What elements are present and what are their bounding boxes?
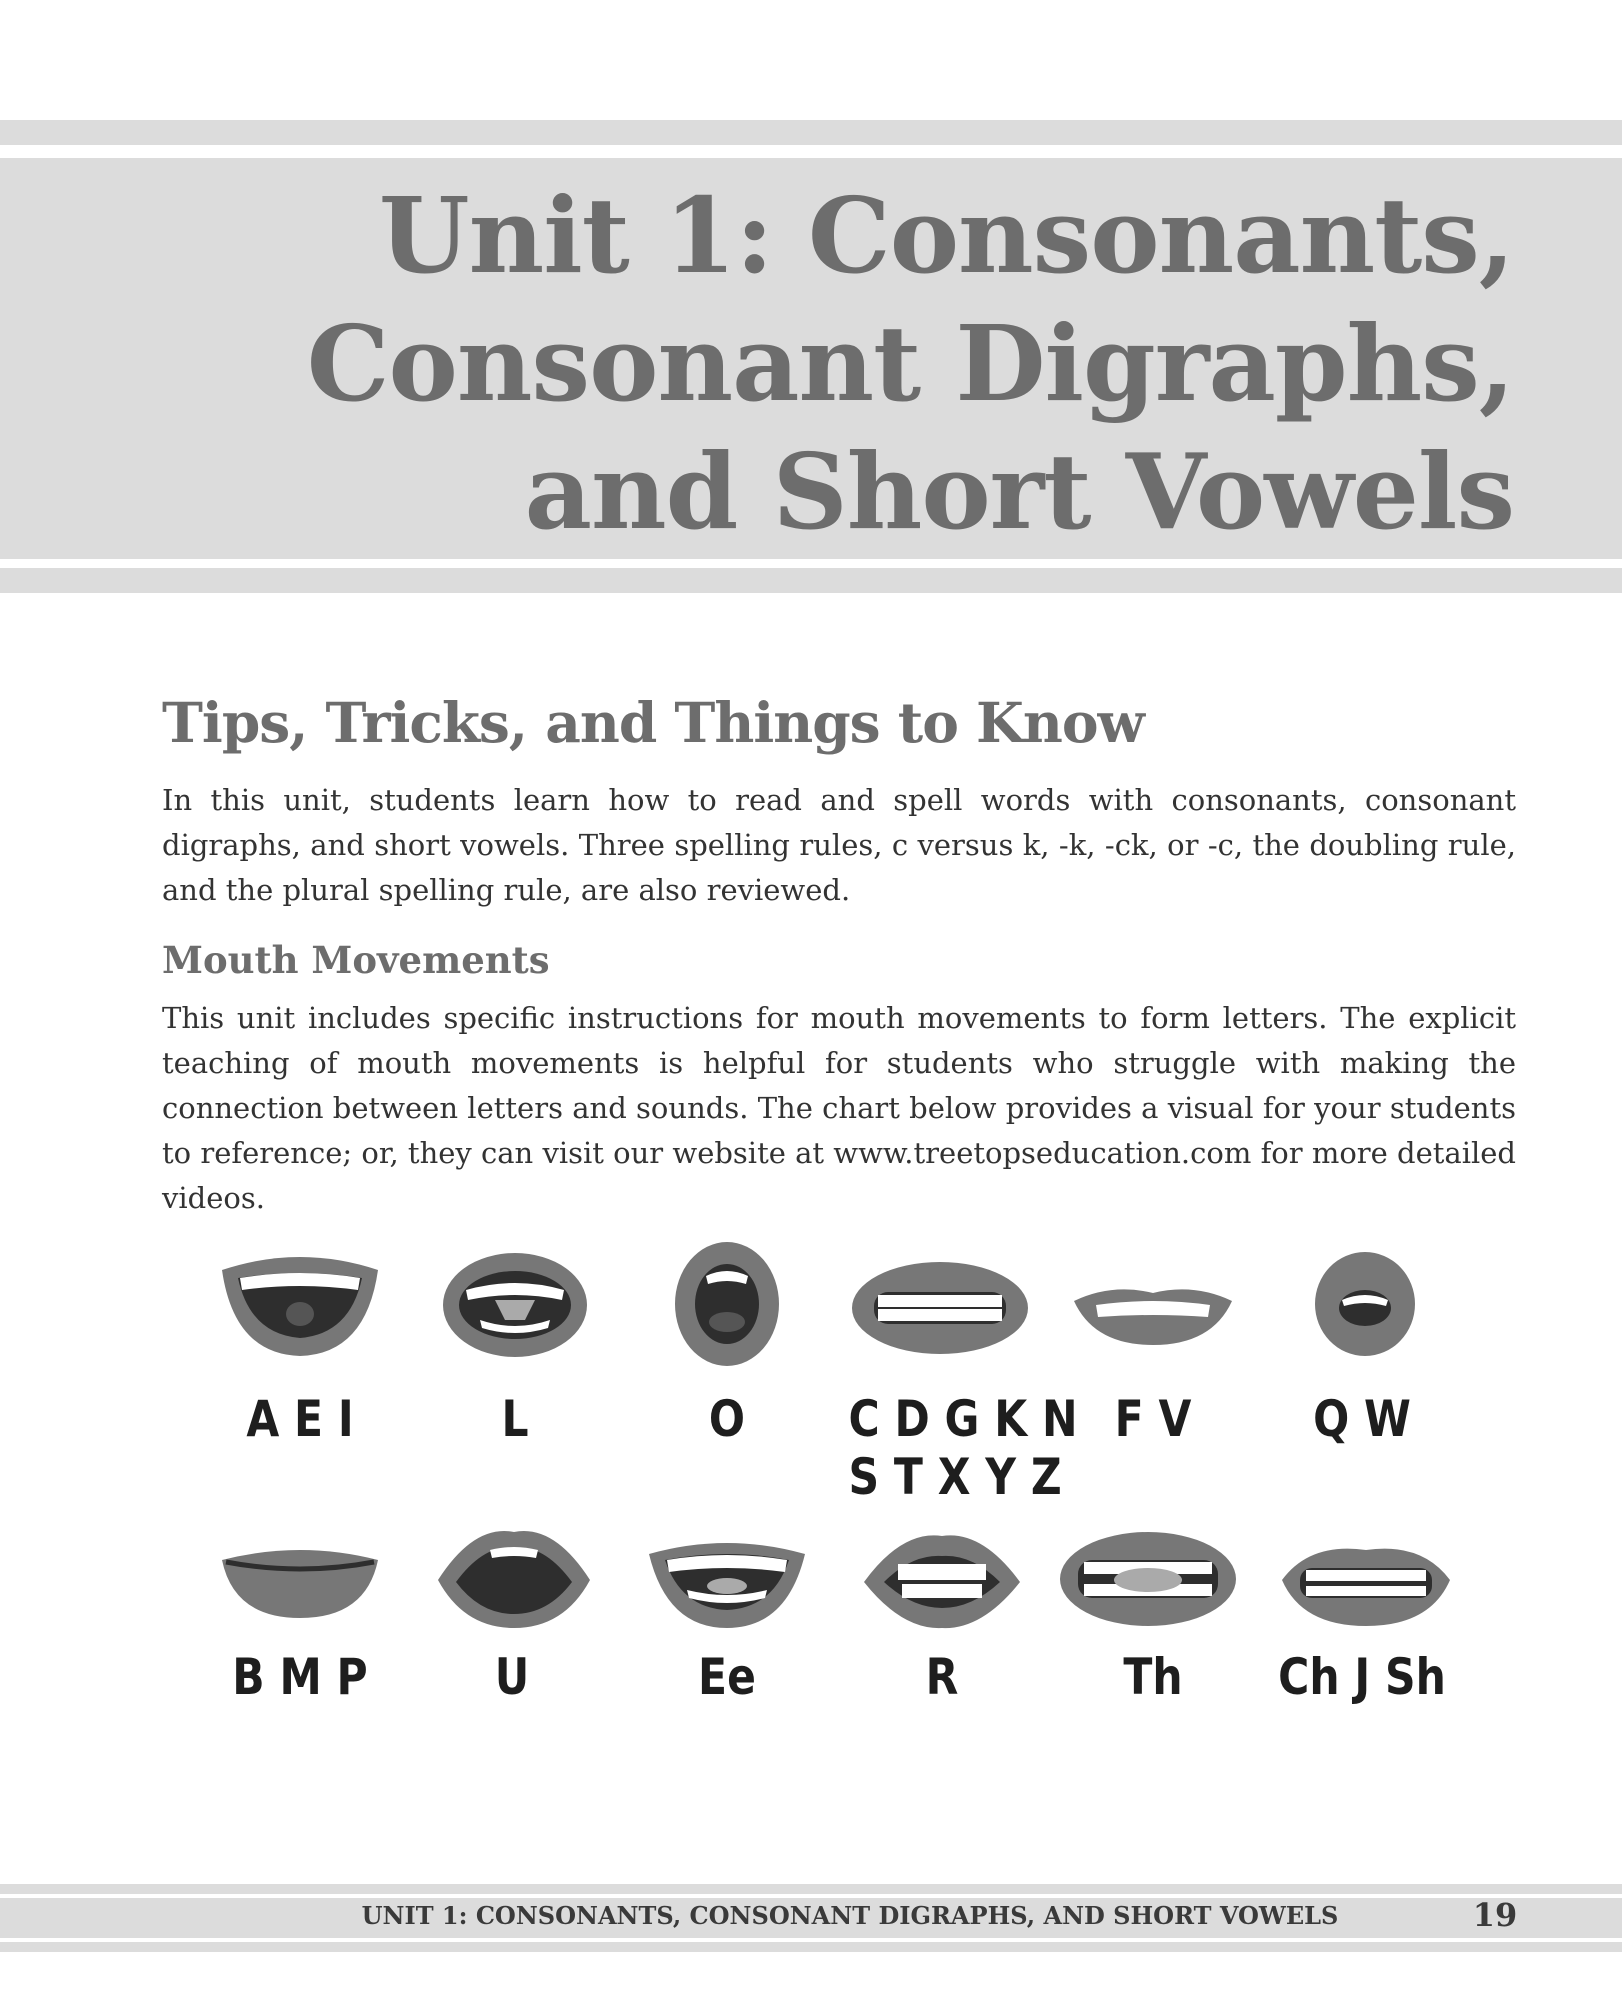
puckered-mouth-icon bbox=[1312, 1250, 1418, 1358]
mouth-chart bbox=[0, 1230, 1622, 1730]
label-consonants-line-1: C D G K N bbox=[848, 1390, 1078, 1448]
wide-open-smile-mouth-icon bbox=[218, 1250, 382, 1360]
label-f-v: F V bbox=[1114, 1390, 1192, 1448]
mouth-movements-paragraph: This unit includes specific instructions for mouth movements to form letters. The explicit teaching of mouth movements is helpful for students who struggle with making the connection between letters and sounds. The chart below provides a visual for your students to reference; or, they can visit our website at www.treetopseducation.com for more detailed videos. bbox=[162, 1001, 1516, 1215]
round-open-mouth-icon bbox=[672, 1240, 782, 1368]
label-consonants-line-2: S T X Y Z bbox=[848, 1448, 1062, 1506]
label-q-w: Q W bbox=[1313, 1390, 1411, 1448]
lip-under-teeth-mouth-icon bbox=[1072, 1275, 1234, 1347]
label-ch-j-sh: Ch J Sh bbox=[1278, 1648, 1446, 1706]
label-r: R bbox=[925, 1648, 959, 1706]
header-top-rule bbox=[0, 120, 1622, 145]
label-u: U bbox=[494, 1648, 530, 1706]
label-consonants bbox=[848, 1390, 1078, 1506]
rounded-teeth-mouth-icon bbox=[862, 1530, 1022, 1630]
footer-bottom-rule bbox=[0, 1942, 1622, 1952]
page-number: 19 bbox=[1472, 1896, 1518, 1934]
label-a-e-i: A E I bbox=[246, 1390, 354, 1448]
mouth-movements-heading: Mouth Movements bbox=[162, 938, 550, 982]
footer-top-rule bbox=[0, 1884, 1622, 1894]
unit-title-line-3: and Short Vowels bbox=[524, 430, 1514, 553]
unit-title-line-1: Unit 1: Consonants, bbox=[378, 174, 1514, 297]
relaxed-open-mouth-icon bbox=[434, 1520, 594, 1630]
tongue-between-teeth-mouth-icon bbox=[1058, 1530, 1238, 1628]
open-mouth-tongue-up-icon bbox=[440, 1250, 590, 1360]
tips-heading: Tips, Tricks, and Things to Know bbox=[162, 690, 1144, 755]
footer-running-title: UNIT 1: CONSONANTS, CONSONANT DIGRAPHS, AND SHORT VOWELS bbox=[361, 1901, 1339, 1930]
label-o: O bbox=[708, 1390, 746, 1448]
header-bottom-rule bbox=[0, 568, 1622, 593]
smile-teeth-mouth-icon bbox=[647, 1530, 807, 1630]
closed-lips-mouth-icon bbox=[218, 1540, 382, 1620]
unit-title-line-2: Consonant Digraphs, bbox=[306, 302, 1514, 425]
unit-title bbox=[214, 172, 1514, 556]
teeth-together-mouth-icon bbox=[850, 1260, 1030, 1356]
pushed-lips-teeth-mouth-icon bbox=[1280, 1538, 1452, 1628]
tips-paragraph: In this unit, students learn how to read and spell words with consonants, consonant digraphs, and short vowels. Three spelling rules, c versus k, -k, -ck, or -c, the doubling rule, and the plural spelling rule, are also reviewed. bbox=[162, 783, 1516, 907]
label-b-m-p: B M P bbox=[232, 1648, 368, 1706]
label-th: Th bbox=[1123, 1648, 1183, 1706]
label-l: L bbox=[501, 1390, 529, 1448]
label-ee: Ee bbox=[698, 1648, 756, 1706]
